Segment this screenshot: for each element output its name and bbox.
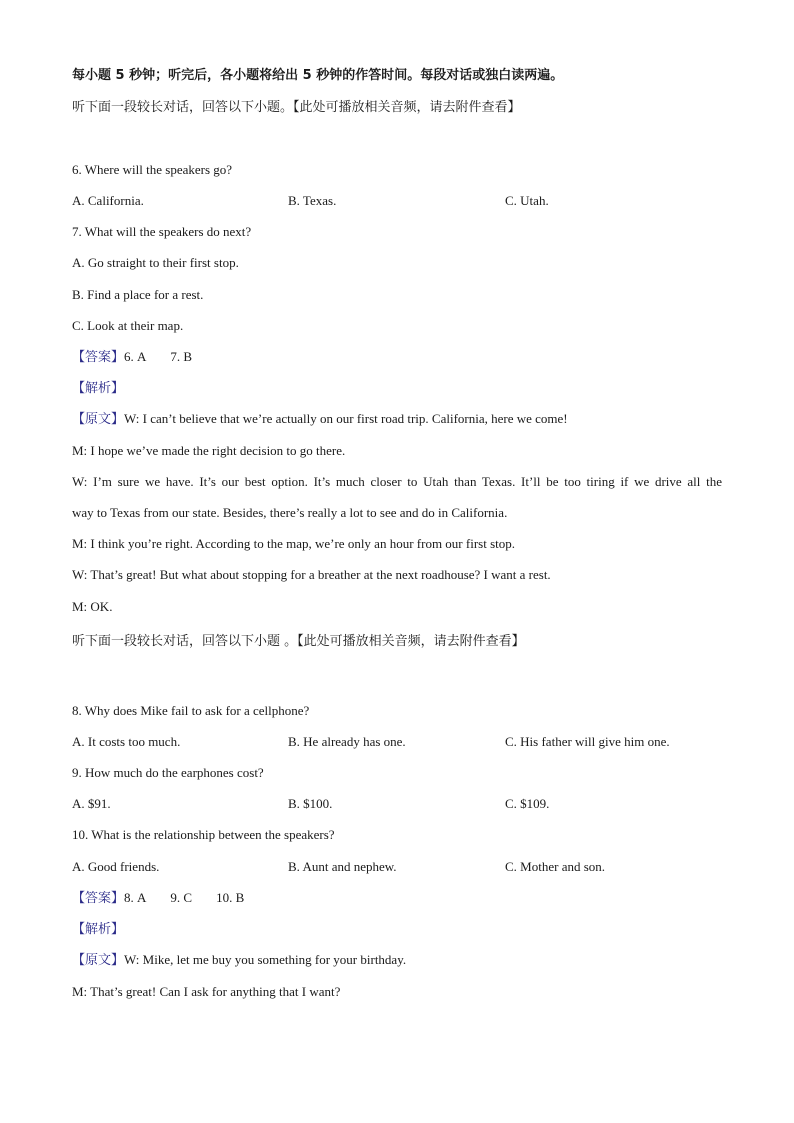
- transcript1-text1: W: I can’t believe that we’re actually on our first road trip. California, here we come!: [124, 411, 568, 426]
- q9-option-a: A. $91.: [72, 796, 111, 811]
- q10-option-a: A. Good friends.: [72, 859, 160, 874]
- answer1-line: [72, 348, 192, 367]
- transcript1-line6: M: OK.: [72, 599, 113, 614]
- q6-option-c: C. Utah.: [505, 193, 549, 208]
- q8-option-b: B. He already has one.: [288, 734, 406, 749]
- q10-option-b: B. Aunt and nephew.: [288, 859, 397, 874]
- transcript1-line3a: W: I’m sure we have. It’s our best option. It’s much closer to Utah than Texas. It’ll be too tiring if we drive all the: [72, 474, 722, 489]
- q7-option-c: C. Look at their map.: [72, 318, 184, 333]
- transcript2-line2: M: That’s great! Can I ask for anything that I want?: [72, 984, 341, 999]
- q7-option-b: B. Find a place for a rest.: [72, 287, 204, 302]
- q10-option-c: C. Mother and son.: [505, 859, 606, 874]
- transcript1-line2: M: I hope we’ve made the right decision to go there.: [72, 443, 346, 458]
- answer1-q6: 6. A: [124, 349, 147, 364]
- transcript1-line1: [72, 410, 568, 429]
- transcript1-line5: W: That’s great! But what about stopping for a breather at the next roadhouse? I want a rest.: [72, 567, 551, 582]
- answer2-line: [72, 889, 244, 908]
- analysis1-tag: 【解析】: [72, 381, 125, 396]
- q9-option-b: B. $100.: [288, 796, 333, 811]
- q8-question: 8. Why does Mike fail to ask for a cellphone?: [72, 703, 310, 718]
- transcript2-text1: W: Mike, let me buy you something for your birthday.: [124, 952, 407, 967]
- analysis1-line: [72, 379, 124, 398]
- section2-prompt: 听下面一段较长对话，回答以下小题 。【此处可播放相关音频，请去附件查看】: [72, 634, 525, 649]
- q9-option-c: C. $109.: [505, 796, 550, 811]
- section1-prompt: 听下面一段较长对话，回答以下小题。【此处可播放相关音频，请去附件查看】: [72, 100, 521, 115]
- q7-question: 7. What will the speakers do next?: [72, 224, 252, 239]
- instruction-text: 每小题 5 秒钟；听完后，各小题将给出 5 秒钟的作答时间。每段对话或独白读两遍。: [72, 68, 564, 83]
- q8-option-c: C. His father will give him one.: [505, 734, 670, 749]
- answer1-q7: 7. B: [170, 349, 193, 364]
- q10-question: 10. What is the relationship between the speakers?: [72, 827, 335, 842]
- answer2-tag: 【答案】: [72, 891, 125, 906]
- transcript1-line3b: way to Texas from our state. Besides, there’s really a lot to see and do in California.: [72, 505, 508, 520]
- answer2-q8: 8. A: [124, 890, 147, 905]
- analysis2-line: [72, 920, 124, 939]
- q8-option-a: A. It costs too much.: [72, 734, 181, 749]
- q6-option-b: B. Texas.: [288, 193, 337, 208]
- q6-option-a: A. California.: [72, 193, 144, 208]
- answer1-tag: 【答案】: [72, 350, 125, 365]
- transcript1-line4: M: I think you’re right. According to the map, we’re only an hour from our first stop.: [72, 536, 515, 551]
- answer2-q9: 9. C: [170, 890, 193, 905]
- answer2-q10: 10. B: [216, 890, 245, 905]
- transcript1-tag: 【原文】: [72, 412, 125, 427]
- analysis2-tag: 【解析】: [72, 922, 125, 937]
- q9-question: 9. How much do the earphones cost?: [72, 765, 264, 780]
- transcript2-tag: 【原文】: [72, 953, 125, 968]
- q6-question: 6. Where will the speakers go?: [72, 162, 233, 177]
- transcript2-line1: [72, 951, 406, 970]
- q7-option-a: A. Go straight to their first stop.: [72, 255, 239, 270]
